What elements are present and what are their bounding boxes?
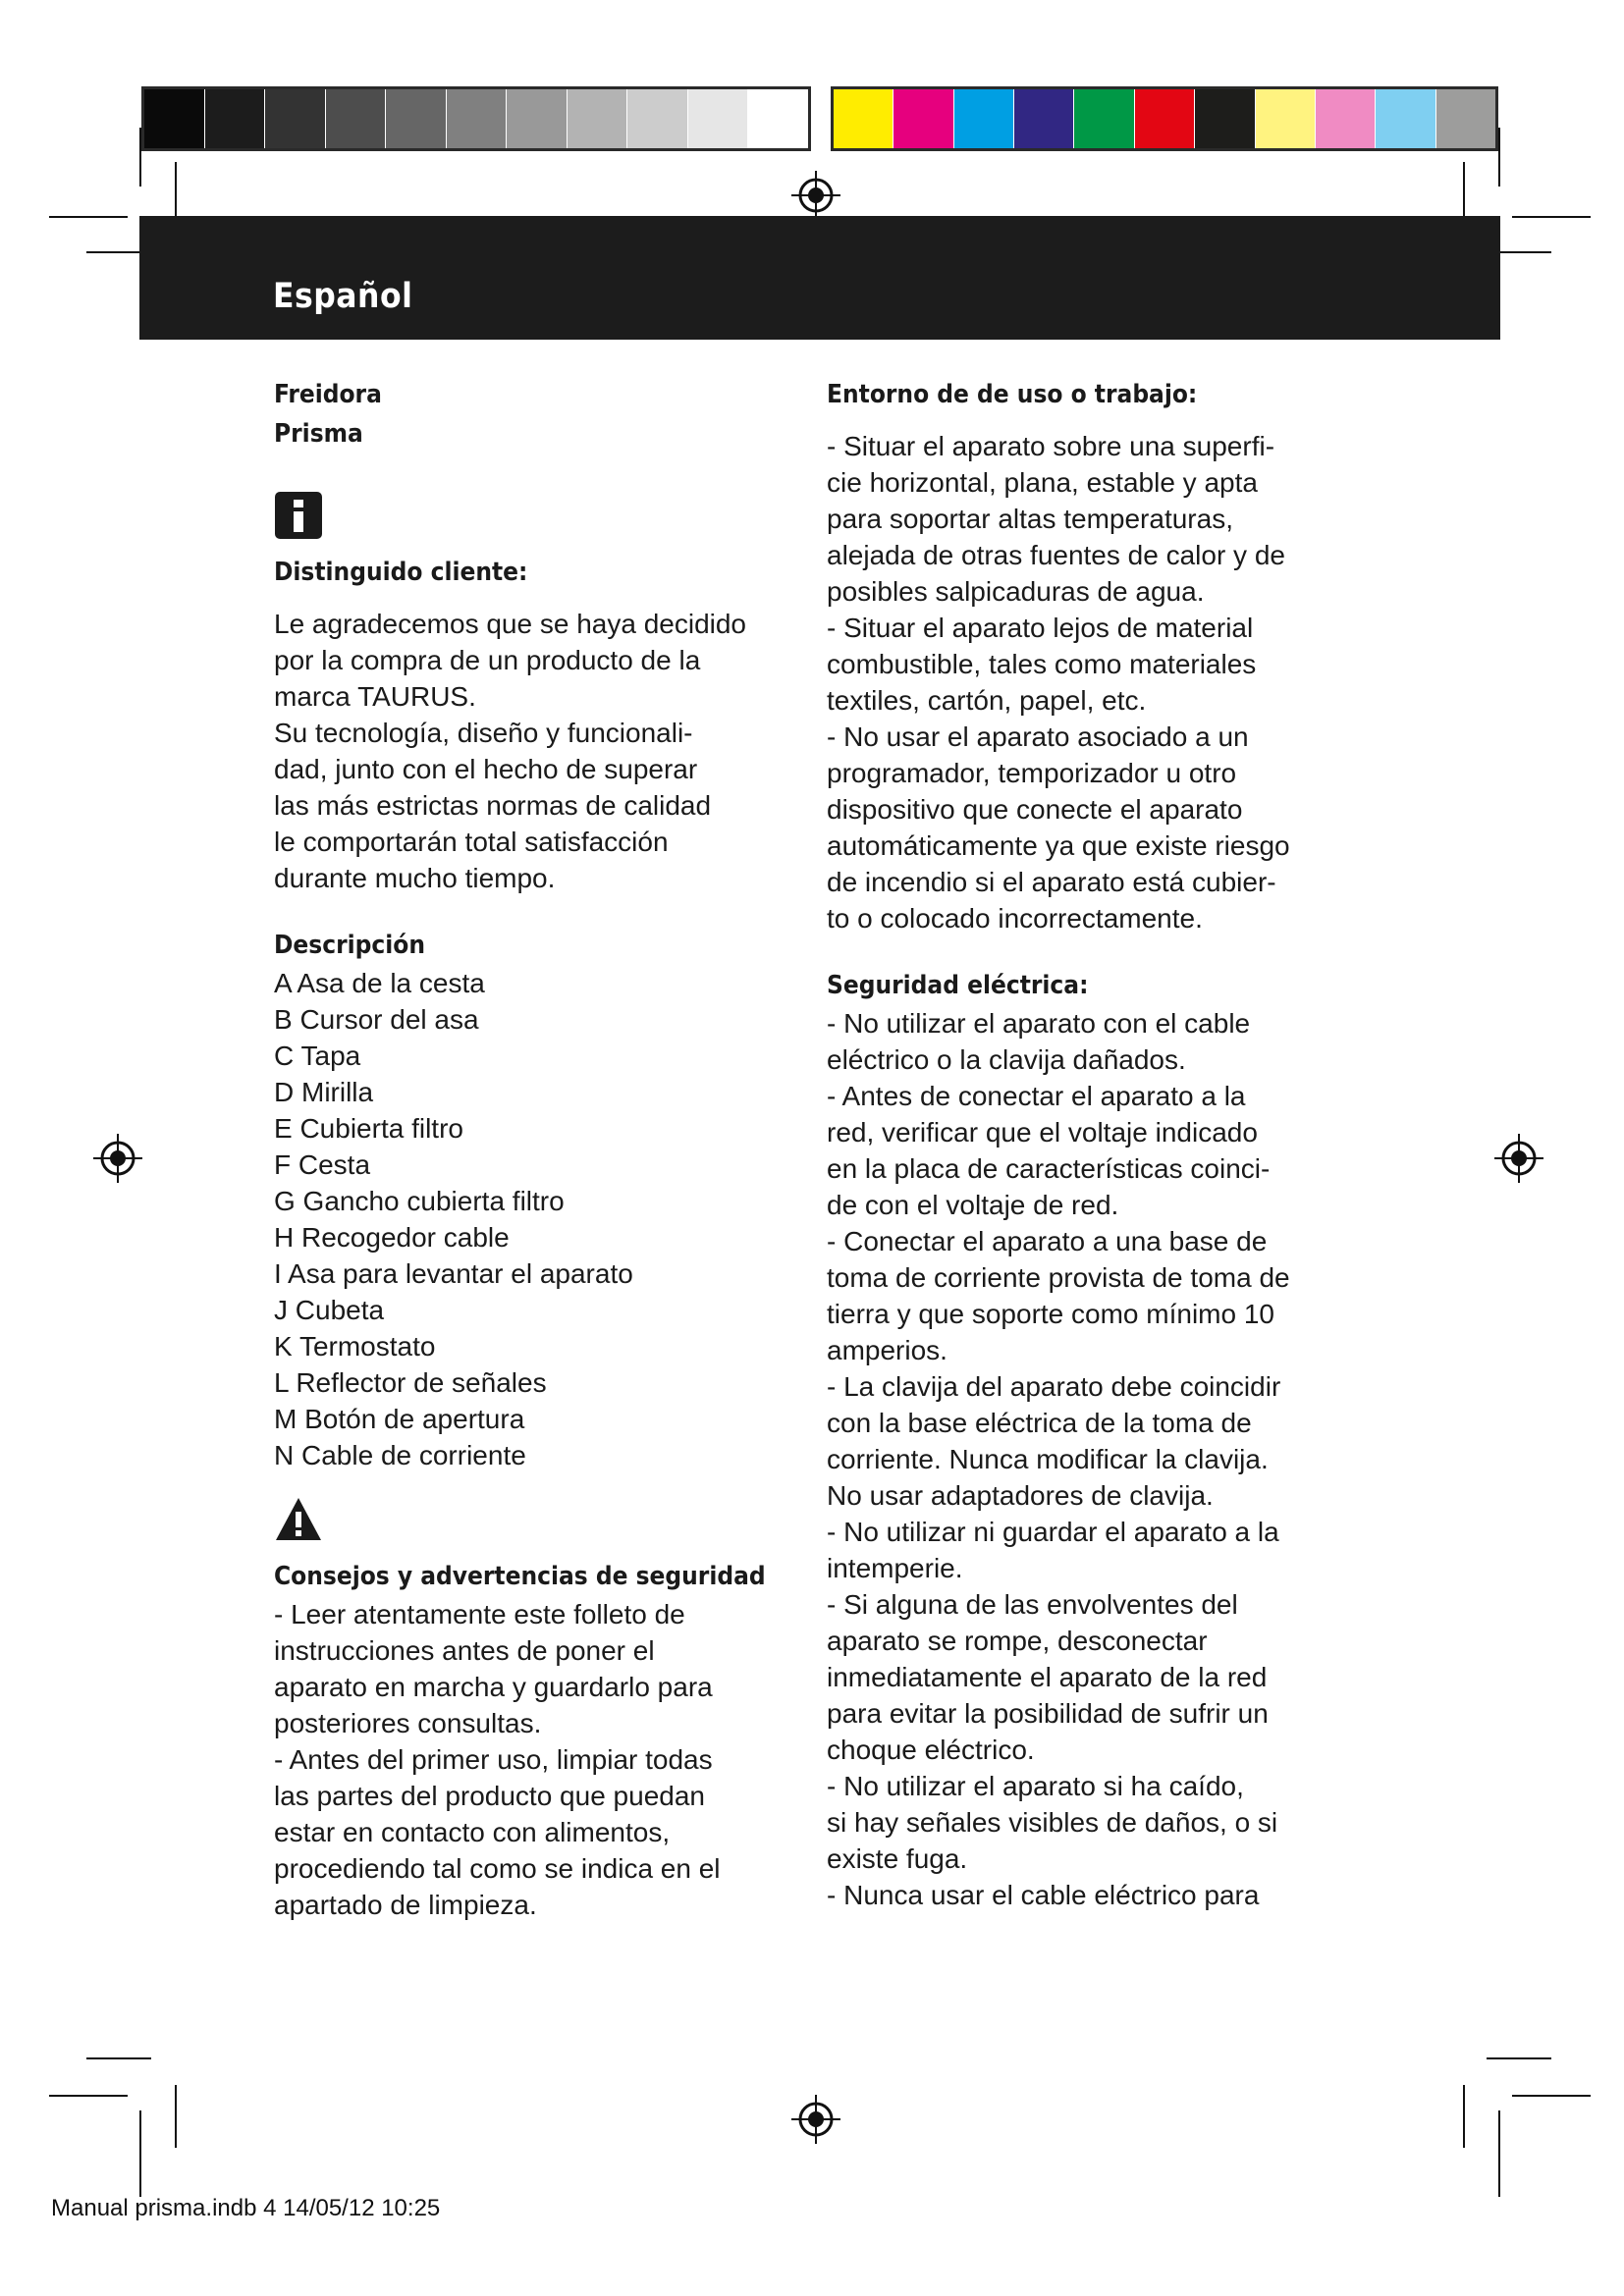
text-line: por la compra de un producto de la: [274, 645, 701, 675]
text-line: - La clavija del aparato debe coincidir: [827, 1371, 1281, 1402]
text-line: Le agradecemos que se haya decidido: [274, 609, 747, 639]
text-line: dispositivo que conecte el aparato: [827, 794, 1243, 825]
product-model: Prisma: [274, 419, 363, 449]
list-item: D Mirilla: [274, 1077, 374, 1107]
color-swatch: [447, 89, 508, 148]
text-line: si hay señales visibles de daños, o si: [827, 1807, 1278, 1838]
description-list: [274, 965, 785, 1473]
safety-text: [274, 1596, 785, 1923]
text-line: instrucciones antes de poner el: [274, 1635, 655, 1666]
grayscale-color-bar: [141, 86, 811, 151]
crop-mark: [49, 216, 128, 218]
crop-mark: [1498, 128, 1500, 187]
text-line: apartado de limpieza.: [274, 1890, 537, 1920]
color-swatch: [1256, 89, 1316, 148]
text-line: amperios.: [827, 1335, 947, 1365]
crop-mark: [1498, 2110, 1500, 2197]
text-line: de con el voltaje de red.: [827, 1190, 1119, 1220]
list-item: F Cesta: [274, 1149, 371, 1180]
text-line: - No utilizar ni guardar el aparato a la: [827, 1517, 1279, 1547]
text-line: dad, junto con el hecho de superar: [274, 754, 698, 784]
text-line: las más estrictas normas de calidad: [274, 790, 712, 821]
text-line: - Antes del primer uso, limpiar todas: [274, 1744, 713, 1775]
list-item: J Cubeta: [274, 1295, 385, 1325]
crop-mark: [175, 2085, 177, 2148]
language-header-band: [139, 216, 1500, 340]
text-line: las partes del producto que puedan: [274, 1781, 705, 1811]
electrical-text: [827, 1005, 1357, 1913]
registration-mark-icon: [791, 171, 840, 220]
text-line: cie horizontal, plana, estable y apta: [827, 467, 1258, 498]
text-line: posibles salpicaduras de agua.: [827, 576, 1205, 607]
text-line: durante mucho tiempo.: [274, 863, 556, 893]
print-slug: Manual prisma.indb 4 14/05/12 10:25: [51, 2195, 441, 2221]
list-item: H Recogedor cable: [274, 1222, 510, 1253]
color-swatch: [205, 89, 266, 148]
environment-heading: Entorno de de uso o trabajo:: [827, 380, 1198, 409]
text-line: automáticamente ya que existe riesgo: [827, 830, 1290, 861]
text-line: inmediatamente el aparato de la red: [827, 1662, 1268, 1692]
color-swatch: [834, 89, 893, 148]
list-item: B Cursor del asa: [274, 1004, 479, 1035]
color-swatch: [144, 89, 205, 148]
text-line: marca TAURUS.: [274, 681, 476, 712]
list-item: N Cable de corriente: [274, 1440, 526, 1470]
color-swatch: [265, 89, 326, 148]
registration-mark-icon: [1494, 1134, 1543, 1183]
color-swatch: [568, 89, 628, 148]
text-line: tierra y que soporte como mínimo 10: [827, 1299, 1274, 1329]
text-line: - Nunca usar el cable eléctrico para: [827, 1880, 1260, 1910]
color-swatch: [748, 89, 808, 148]
text-line: en la placa de características coinci-: [827, 1153, 1271, 1184]
text-line: para soportar altas temperaturas,: [827, 504, 1233, 534]
list-item: E Cubierta filtro: [274, 1113, 463, 1144]
process-color-bar: [831, 86, 1498, 151]
text-line: estar en contacto con alimentos,: [274, 1817, 671, 1847]
color-swatch: [507, 89, 568, 148]
crop-mark: [49, 2095, 128, 2097]
list-item: K Termostato: [274, 1331, 436, 1362]
text-line: - Si alguna de las envolventes del: [827, 1589, 1238, 1620]
text-line: corriente. Nunca modificar la clavija.: [827, 1444, 1269, 1474]
list-item: I Asa para levantar el aparato: [274, 1258, 633, 1289]
description-heading: Descripción: [274, 931, 425, 960]
text-line: to o colocado incorrectamente.: [827, 903, 1203, 934]
text-line: - Conectar el aparato a una base de: [827, 1226, 1268, 1256]
registration-mark-icon: [93, 1134, 142, 1183]
crop-mark: [86, 2057, 151, 2059]
crop-mark: [1487, 2057, 1551, 2059]
text-line: textiles, cartón, papel, etc.: [827, 685, 1147, 716]
text-line: procediendo tal como se indica en el: [274, 1853, 721, 1884]
color-swatch: [688, 89, 749, 148]
text-line: choque eléctrico.: [827, 1735, 1035, 1765]
crop-mark: [139, 2110, 141, 2197]
text-line: posteriores consultas.: [274, 1708, 542, 1738]
text-line: eléctrico o la clavija dañados.: [827, 1044, 1186, 1075]
language-title: Español: [273, 277, 413, 316]
text-line: existe fuga.: [827, 1843, 968, 1874]
color-swatch: [1074, 89, 1134, 148]
text-line: programador, temporizador u otro: [827, 758, 1237, 788]
color-swatch: [893, 89, 953, 148]
list-item: C Tapa: [274, 1041, 361, 1071]
warning-icon: [274, 1495, 323, 1544]
electrical-heading: Seguridad eléctrica:: [827, 971, 1089, 1000]
text-line: - Leer atentamente este folleto de: [274, 1599, 685, 1629]
color-swatch: [326, 89, 387, 148]
color-swatch: [1316, 89, 1376, 148]
text-line: combustible, tales como materiales: [827, 649, 1257, 679]
color-swatch: [627, 89, 688, 148]
crop-mark: [1463, 2085, 1465, 2148]
environment-text: [827, 428, 1357, 936]
crop-mark: [139, 128, 141, 187]
text-line: le comportarán total satisfacción: [274, 827, 669, 857]
color-swatch: [954, 89, 1014, 148]
text-line: red, verificar que el voltaje indicado: [827, 1117, 1258, 1148]
color-swatch: [1436, 89, 1495, 148]
crop-mark: [1512, 2095, 1591, 2097]
list-item: L Reflector de señales: [274, 1367, 547, 1398]
text-line: de incendio si el aparato está cubier-: [827, 867, 1276, 897]
text-line: Su tecnología, diseño y funcionali-: [274, 718, 693, 748]
text-line: No usar adaptadores de clavija.: [827, 1480, 1214, 1511]
text-line: toma de corriente provista de toma de: [827, 1262, 1290, 1293]
registration-mark-icon: [791, 2095, 840, 2144]
color-swatch: [1376, 89, 1435, 148]
color-swatch: [1195, 89, 1255, 148]
text-line: para evitar la posibilidad de sufrir un: [827, 1698, 1269, 1729]
text-line: - Situar el aparato lejos de material: [827, 613, 1254, 643]
list-item: G Gancho cubierta filtro: [274, 1186, 565, 1216]
right-column: [827, 375, 1357, 1913]
text-line: aparato se rompe, desconectar: [827, 1626, 1208, 1656]
text-line: - Antes de conectar el aparato a la: [827, 1081, 1246, 1111]
safety-heading: Consejos y advertencias de seguridad: [274, 1562, 766, 1591]
list-item: M Botón de apertura: [274, 1404, 525, 1434]
color-swatch: [1135, 89, 1195, 148]
greeting-text: [274, 606, 785, 896]
crop-mark: [1512, 216, 1591, 218]
product-type: Freidora: [274, 380, 382, 409]
info-icon: [274, 491, 323, 540]
text-line: intemperie.: [827, 1553, 963, 1583]
text-line: - No utilizar el aparato si ha caído,: [827, 1771, 1244, 1801]
left-column: [274, 375, 785, 1923]
text-line: alejada de otras fuentes de calor y de: [827, 540, 1285, 570]
text-line: - No usar el aparato asociado a un: [827, 721, 1249, 752]
text-line: - Situar el aparato sobre una superfi-: [827, 431, 1275, 461]
list-item: A Asa de la cesta: [274, 968, 485, 998]
text-line: aparato en marcha y guardarlo para: [274, 1672, 713, 1702]
text-line: con la base eléctrica de la toma de: [827, 1408, 1252, 1438]
greeting-heading: Distinguido cliente:: [274, 558, 528, 587]
color-swatch: [1014, 89, 1074, 148]
text-line: - No utilizar el aparato con el cable: [827, 1008, 1251, 1039]
color-swatch: [386, 89, 447, 148]
